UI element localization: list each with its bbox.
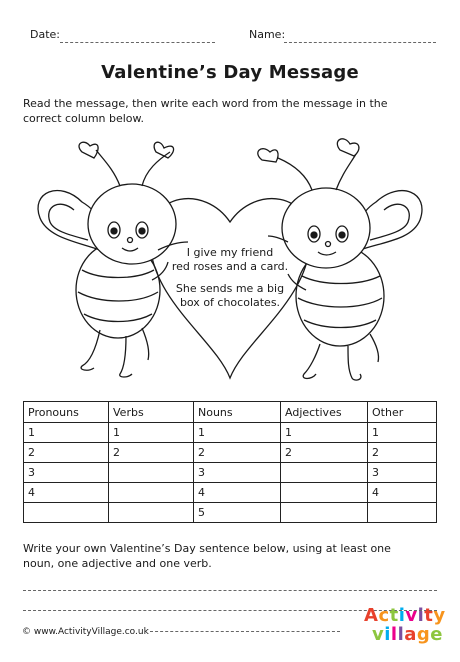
date-line[interactable] (60, 42, 215, 43)
sentence-prompt: Write your own Valentine’s Day sentence below, using at least one noun, one adjective and one verb. (23, 542, 391, 570)
table-cell[interactable]: 5 (194, 503, 281, 523)
table-row (24, 503, 437, 523)
table-cell[interactable]: 2 (194, 443, 281, 463)
table-cell[interactable] (109, 483, 194, 503)
table-cell[interactable]: 3 (368, 463, 437, 483)
table-cell[interactable] (109, 463, 194, 483)
column-header-verbs: Verbs (109, 402, 194, 423)
table-cell[interactable] (24, 503, 109, 523)
logo-word-village (364, 625, 454, 644)
table-cell[interactable]: 1 (24, 423, 109, 443)
writing-line[interactable] (150, 631, 340, 632)
message-line-2: red roses and a card. (171, 260, 289, 273)
table-header-row (24, 402, 437, 423)
table-row (24, 423, 437, 443)
table-cell[interactable]: 1 (368, 423, 437, 443)
instructions-text: Read the message, then write each word from the message in the correct column below. (23, 97, 388, 125)
logo-letter: y (433, 605, 446, 626)
message-line-3: She sends me a big (175, 282, 285, 295)
word-sort-table (23, 401, 437, 523)
table-cell[interactable] (281, 483, 368, 503)
logo-letter: t (389, 605, 399, 626)
logo-letter: v (372, 624, 385, 645)
table-cell[interactable]: 1 (281, 423, 368, 443)
logo-letter: A (364, 605, 379, 626)
logo-letter: c (378, 605, 390, 626)
table-cell[interactable]: 4 (368, 483, 437, 503)
logo-letter: i (417, 605, 425, 626)
writing-line[interactable] (23, 590, 437, 591)
table-cell[interactable]: 2 (24, 443, 109, 463)
table-cell[interactable]: 4 (24, 483, 109, 503)
logo-letter: i (384, 624, 391, 645)
date-label: Date: (30, 28, 60, 41)
logo-letter: a (404, 624, 417, 645)
logo-word-activity (364, 606, 454, 625)
logo-letter: l (390, 624, 398, 645)
table-cell[interactable] (281, 463, 368, 483)
table-cell[interactable] (368, 503, 437, 523)
table-row (24, 483, 437, 503)
table-cell[interactable]: 4 (194, 483, 281, 503)
column-header-other: Other (368, 402, 437, 423)
column-header-nouns: Nouns (194, 402, 281, 423)
logo-letter: l (397, 624, 405, 645)
logo-letter: t (424, 605, 434, 626)
column-header-pronouns: Pronouns (24, 402, 109, 423)
table-cell[interactable]: 3 (24, 463, 109, 483)
activity-village-logo[interactable] (364, 606, 454, 656)
table-cell[interactable]: 2 (281, 443, 368, 463)
name-label: Name: (249, 28, 286, 41)
name-line[interactable] (284, 42, 436, 43)
table-cell[interactable]: 1 (194, 423, 281, 443)
logo-letter: g (416, 624, 431, 645)
column-header-adjectives: Adjectives (281, 402, 368, 423)
table-cell[interactable]: 3 (194, 463, 281, 483)
message-text (150, 246, 310, 310)
table-cell[interactable]: 1 (109, 423, 194, 443)
table-cell[interactable]: 2 (368, 443, 437, 463)
table-cell[interactable] (281, 503, 368, 523)
table-row (24, 443, 437, 463)
footer-url[interactable]: © www.ActivityVillage.co.uk (22, 627, 149, 637)
message-line-4: box of chocolates. (179, 296, 281, 309)
logo-letter: i (398, 605, 406, 626)
table-cell[interactable] (109, 503, 194, 523)
table-row (24, 463, 437, 483)
message-line-1: I give my friend (186, 246, 274, 259)
page-title: Valentine’s Day Message (101, 62, 359, 83)
logo-letter: v (405, 605, 418, 626)
table-cell[interactable]: 2 (109, 443, 194, 463)
logo-letter: e (430, 624, 444, 645)
